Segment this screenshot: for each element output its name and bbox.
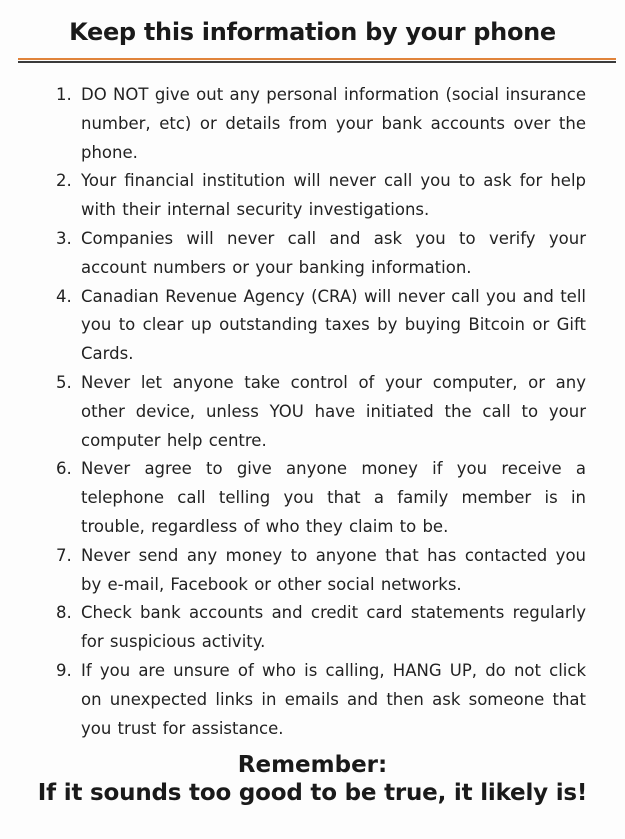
item-text: Your financial institution will never call you to ask for help with their internal security investigations. [81,171,586,220]
item-text: Never send any money to anyone that has contacted you by e-mail, Facebook or other social networks. [81,545,586,594]
list-item [56,225,586,283]
item-number: 6. [56,459,72,479]
item-text: Never agree to give anyone money if you receive a telephone call telling you that a family member is in trouble, regardless of who they claim to be. [81,459,586,536]
list-item [56,369,586,455]
item-text: Check bank accounts and credit card statements regularly for suspicious activity. [81,603,586,652]
item-number: 7. [56,545,72,565]
tagline: If it sounds too good to be true, it likely is! [37,780,588,806]
item-number: 8. [56,603,72,623]
list-item [56,599,586,657]
divider-dark [18,61,616,63]
item-number: 3. [56,228,72,248]
list-item [56,542,586,600]
item-number: 5. [56,372,72,392]
item-number: 2. [56,171,72,191]
tips-list [56,81,586,743]
item-number: 1. [56,85,72,104]
item-text: Canadian Revenue Agency (CRA) will never call you and tell you to clear up outstanding taxes by buying Bitcoin or Gift Cards. [81,286,586,364]
list-item [56,81,586,167]
list-item [56,657,586,743]
item-text: DO NOT give out any personal information (social insurance number, etc) or details from your bank accounts over the phone. [81,85,586,162]
list-item [56,283,586,369]
remember-heading: Remember: [237,752,388,778]
page-title: Keep this information by your phone [69,18,556,46]
list-item [56,455,586,541]
item-number: 4. [56,286,72,306]
divider-accent [18,58,616,60]
list-item [56,167,586,225]
item-number: 9. [56,660,72,680]
item-text: If you are unsure of who is calling, HANG UP, do not click on unexpected links in emails and then ask someone that you trust for assistance. [81,660,586,738]
item-text: Companies will never call and ask you to verify your account numbers or your banking information. [81,228,586,277]
item-text: Never let anyone take control of your computer, or any other device, unless YOU have initiated the call to your computer help centre. [81,372,586,450]
